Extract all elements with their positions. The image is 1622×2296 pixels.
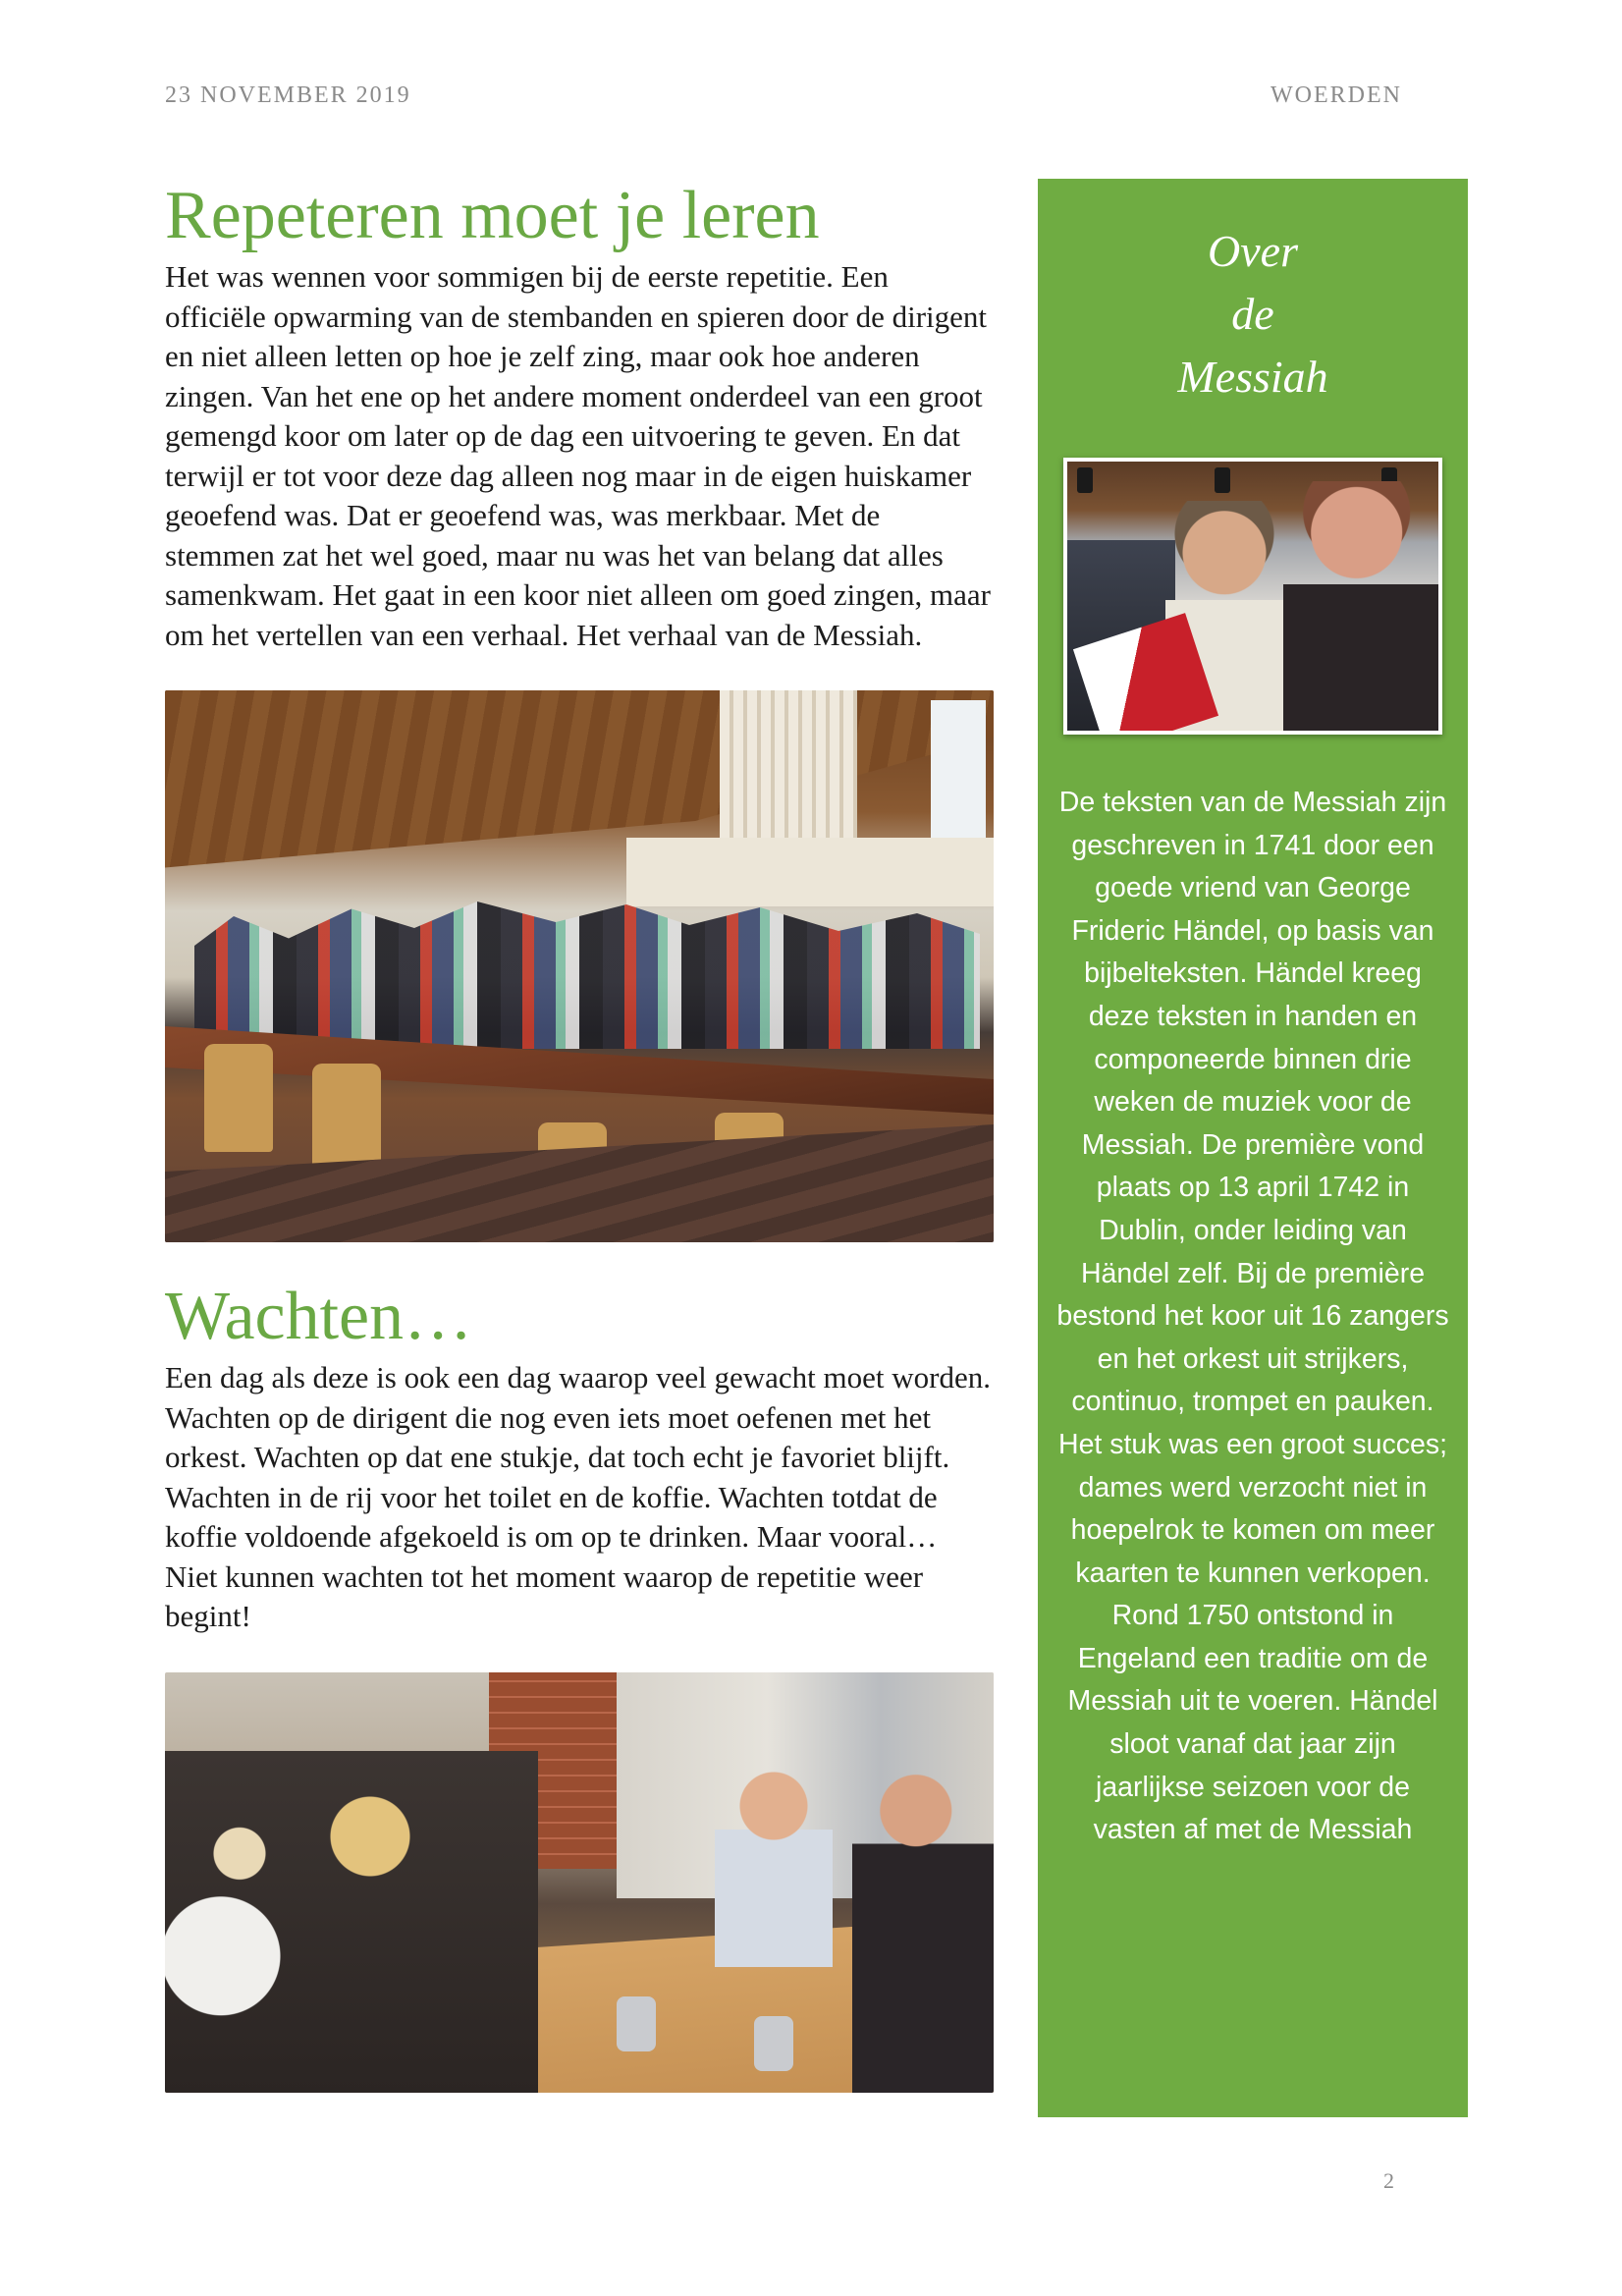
photo-man-serving bbox=[715, 1771, 833, 1967]
photo-coffee-break bbox=[165, 1672, 994, 2093]
photo-window bbox=[931, 700, 986, 847]
photo-woman-pouring bbox=[852, 1761, 994, 2093]
photo-chair bbox=[204, 1044, 273, 1152]
sidebar-about-messiah bbox=[1038, 179, 1468, 2117]
sidebar-title-line: de bbox=[1231, 289, 1274, 339]
photo-choir-hall bbox=[165, 690, 994, 1242]
photo-lamp bbox=[1077, 467, 1093, 493]
article-title-waiting: Wachten… bbox=[165, 1279, 473, 1354]
sidebar-title bbox=[1038, 220, 1468, 409]
photo-singer-right bbox=[1283, 481, 1442, 735]
sidebar-body: De teksten van de Messiah zijn geschreven in 1741 door een goede vriend van George Frideric Händel, op basis van bijbelteksten. Händel kreeg deze teksten in handen en componeerde binnen drie weken de muziek voor de Messiah. De première vond plaats op 13 april 1742 in Dublin, onder leiding van Händel zelf. Bij de première bestond het koor uit 16 zangers en het orkest uit strijkers, continuo, trompet en pauken. Het stuk was een groot succes; dames werd verzocht niet in hoepelrok te komen om meer kaarten te kunnen verkopen. Rond 1750 ontstond in Engeland een traditie om de Messiah uit te voeren. Händel sloot vanaf dat jaar zijn jaarlijkse seizoen voor de vasten af met de Messiah bbox=[1056, 787, 1449, 1846]
article-title-rehearsal: Repeteren moet je leren bbox=[165, 178, 820, 253]
photo-lamp bbox=[1215, 467, 1230, 493]
article-body-waiting: Een dag als deze is ook een dag waarop veel gewacht moet worden. Wachten op de dirigent die nog even iets moet oefenen met het orkest. Wachten op dat ene stukje, dat toch echt je favoriet blijft. Wachten in de rij voor het toilet en de koffie. Wachten totdat de koffie voldoende afgekoeld is om op te drinken. Maar vooral… Niet kunnen wachten tot het moment waarop de repetitie weer begint! bbox=[165, 1360, 991, 1633]
photo-singers bbox=[1063, 458, 1442, 735]
article-body-rehearsal: Het was wennen voor sommigen bij de eerste repetitie. Een officiële opwarming van de stembanden en spieren door de dirigent en niet alleen letten op hoe je zelf zing, maar ook hoe anderen zingen. Van het ene op het andere moment onderdeel van een groot gemengd koor om later op de dag een uitvoering te geven. En dat terwijl er tot voor deze dag alleen nog maar in de eigen huiskamer geoefend was. Dat er geoefend was, was merkbaar. Met de stemmen zat het wel goed, maar nu was het van belang dat alles samenkwam. Het gaat in een koor niet alleen om goed zingen, maar om het vertellen van een verhaal. Het verhaal van de Messiah. bbox=[165, 259, 991, 652]
page-header bbox=[165, 82, 1402, 112]
photo-coffee-pot bbox=[617, 1996, 656, 2051]
photo-organ bbox=[720, 690, 857, 838]
photo-coffee-pot bbox=[754, 2016, 793, 2071]
photo-standing-choir bbox=[194, 902, 980, 1049]
sidebar-title-line: Over bbox=[1208, 226, 1298, 276]
sidebar-title-line: Messiah bbox=[1177, 352, 1328, 402]
photo-balcony bbox=[626, 838, 994, 906]
page-number: 2 bbox=[1383, 2168, 1394, 2193]
main-column bbox=[165, 177, 994, 2093]
issue-place: WOERDEN bbox=[1271, 82, 1402, 108]
photo-crowd bbox=[165, 1751, 538, 2093]
photo-chair bbox=[312, 1064, 381, 1172]
issue-date: 23 NOVEMBER 2019 bbox=[165, 82, 411, 108]
